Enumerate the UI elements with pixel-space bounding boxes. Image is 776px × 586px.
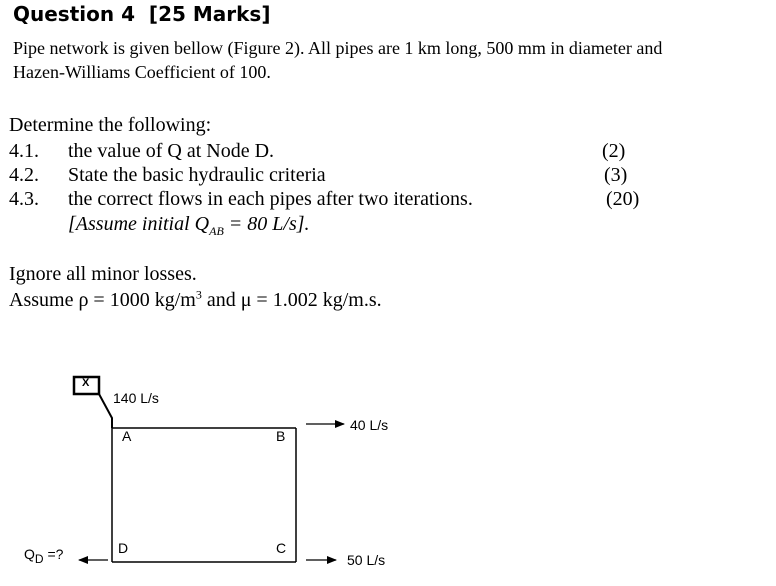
assumption-suffix: = 80 L/s]. [223, 213, 310, 235]
qd-suffix: =? [43, 546, 64, 562]
question-marks: [25 Marks] [148, 2, 271, 26]
task-text: the value of Q at Node D. [68, 140, 275, 162]
qd-label [24, 546, 63, 566]
task-marks: (20) [606, 188, 640, 210]
intro-line-2: Hazen-Williams Coefficient of 100. [13, 62, 271, 82]
qd-subscript: D [34, 551, 44, 566]
assumption-subscript: AB [209, 224, 224, 238]
note-minor-losses: Ignore all minor losses. [9, 263, 197, 285]
task-number: 4.3. [9, 188, 39, 210]
outflow-b-label: 40 L/s [350, 417, 389, 433]
node-c-label: C [276, 540, 287, 556]
reservoir-label: X [82, 377, 90, 389]
inflow-label: 140 L/s [113, 390, 159, 406]
node-b-label: B [276, 428, 286, 444]
question-title: Question 4 [13, 2, 135, 26]
qd-main: Q [24, 546, 35, 562]
task-marks: (3) [604, 164, 628, 186]
task-text: the correct flows in each pipes after two iterations. [68, 188, 473, 210]
task-marks: (2) [602, 140, 626, 162]
viscosity-text: and μ = 1.002 kg/m.s. [201, 289, 382, 311]
node-d-label: D [118, 540, 129, 556]
task-number: 4.1. [9, 140, 39, 162]
outflow-c-label: 50 L/s [347, 552, 386, 568]
assumption-prefix: [Assume initial Q [68, 213, 210, 235]
density-text: Assume ρ = 1000 kg/m [9, 289, 196, 311]
task-number: 4.2. [9, 164, 39, 186]
intro-line-1: Pipe network is given bellow (Figure 2). All pipes are 1 km long, 500 mm in diameter and [13, 38, 663, 58]
tasks-heading: Determine the following: [9, 114, 212, 136]
node-a-label: A [122, 428, 132, 444]
task-text: State the basic hydraulic criteria [68, 164, 326, 186]
feed-pipe [99, 394, 112, 428]
density-exponent: 3 [195, 287, 202, 302]
